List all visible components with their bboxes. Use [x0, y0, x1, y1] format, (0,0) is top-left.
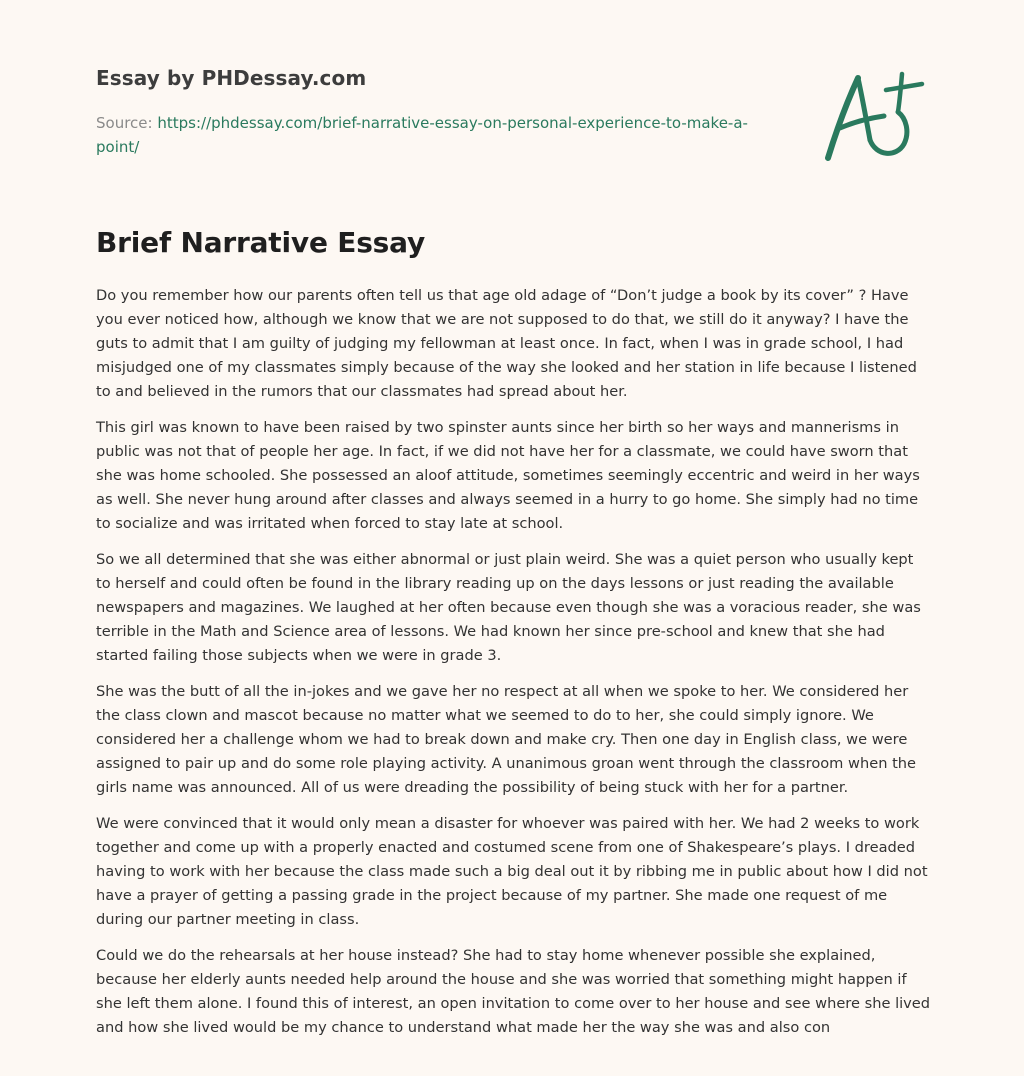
- essay-title: Brief Narrative Essay: [96, 226, 426, 259]
- essay-paragraph: So we all determined that she was either abnormal or just plain weird. She was a quiet person who usually kept to herself and could often be found in the library reading up on the days lessons or just reading the available newspapers and magazines. We laughed at her often because even though she was a voracious reader, she was terrible in the Math and Science area of lessons. We had known her since pre-school and knew that she had started failing those subjects when we were in grade 3.: [96, 551, 921, 664]
- site-title: Essay by PHDessay.com: [96, 66, 367, 90]
- essay-paragraph: She was the butt of all the in-jokes and we gave her no respect at all when we spoke to her. We considered her the class clown and mascot because no matter what we seemed to do to her, she could simply ignore. We considered her a challenge whom we had to break down and make cry. Then one day in English class, we were assigned to pair up and do some role playing activity. A unanimous groan went through the classroom when the girls name was announced. All of us were dreading the possibility of being stuck with her for a partner.: [96, 683, 917, 796]
- source-line: [96, 111, 776, 159]
- a-plus-logo-icon: [822, 66, 930, 170]
- essay-paragraph: We were convinced that it would only mean a disaster for whoever was paired with her. We had 2 weeks to work together and come up with a properly enacted and costumed scene from one of Shakespeare’s plays. I dreaded having to work with her because the class made such a big deal out it by ribbing me in public about how I did not have a prayer of getting a passing grade in the project because of my partner. She made one request of me during our partner meeting in class.: [96, 815, 928, 928]
- source-label: Source:: [96, 114, 153, 132]
- essay-body: [96, 284, 932, 1052]
- source-link[interactable]: https://phdessay.com/brief-narrative-essay-on-personal-experience-to-make-a-point/: [96, 114, 748, 156]
- essay-paragraph: This girl was known to have been raised by two spinster aunts since her birth so her ways and mannerisms in public was not that of people her age. In fact, if we did not have her for a classmate, we could have sworn that she was home schooled. She possessed an aloof attitude, sometimes seemingly eccentric and weird in her ways as well. She never hung around after classes and always seemed in a hurry to go home. She simply had no time to socialize and was irritated when forced to stay late at school.: [96, 419, 920, 532]
- a-plus-logo-graphic: [822, 66, 930, 170]
- essay-paragraph: Do you remember how our parents often tell us that age old adage of “Don’t judge a book by its cover” ? Have you ever noticed how, although we know that we are not supposed to do that, we still do it anyway? I have the guts to admit that I am guilty of judging my fellowman at least once. In fact, when I was in grade school, I had misjudged one of my classmates simply because of the way she looked and her station in life because I listened to and believed in the rumors that our classmates had spread about her.: [96, 287, 917, 400]
- essay-paragraph: Could we do the rehearsals at her house instead? She had to stay home whenever possible she explained, because her elderly aunts needed help around the house and she was worried that something might happen if she left them alone. I found this of interest, an open invitation to come over to her house and see where she lived and how she lived would be my chance to understand what made her the way she was and also con: [96, 947, 931, 1036]
